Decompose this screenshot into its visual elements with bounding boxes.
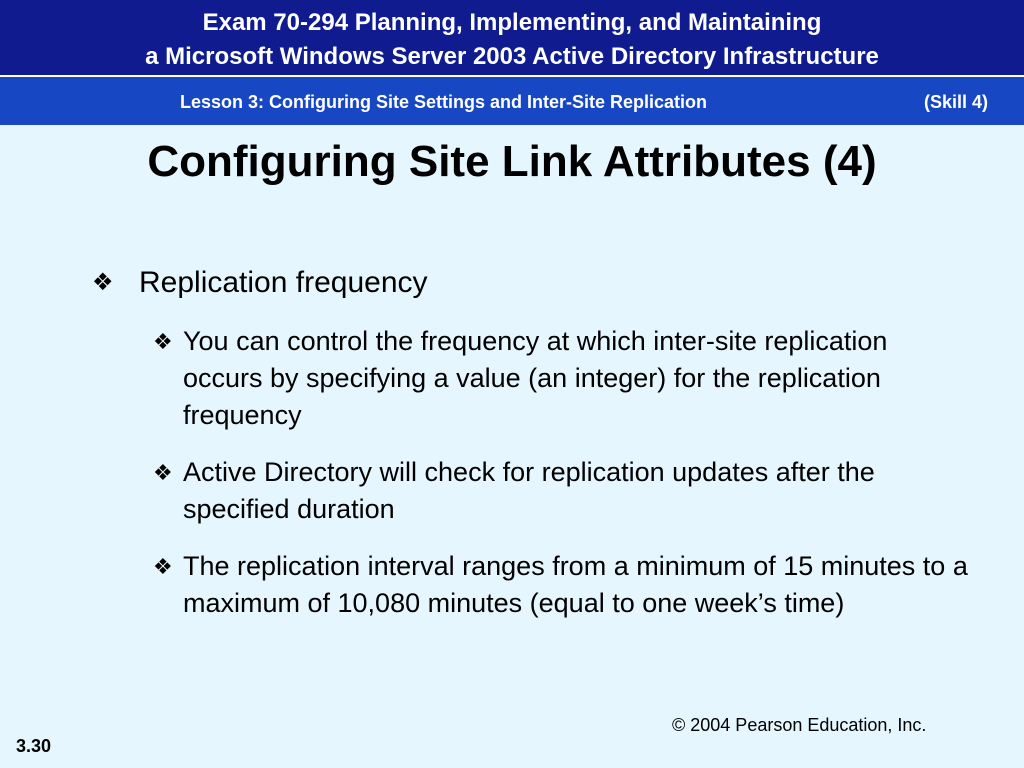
- sub-bullet-text: The replication interval ranges from a minimum of 15 minutes to a maximum of 10,080 minutes (equal to one week’s time): [183, 551, 968, 618]
- sub-bullet-item: [153, 548, 973, 622]
- skill-label: (Skill 4): [924, 92, 989, 112]
- sub-bullet-text: You can control the frequency at which inter-site replication occurs by specifying a value (an integer) for the replication frequency: [183, 326, 888, 430]
- diamond-four-icon: ❖: [153, 329, 173, 354]
- slide-title: Configuring Site Link Attributes (4): [147, 137, 877, 186]
- diamond-four-icon: ❖: [153, 554, 173, 579]
- diamond-four-icon: ❖: [153, 460, 173, 485]
- exam-title-line1: Exam 70-294 Planning, Implementing, and Maintaining: [202, 9, 822, 36]
- diamond-four-icon: ❖: [92, 269, 114, 296]
- lesson-bar: [0, 77, 1024, 125]
- sub-bullet-item: [153, 454, 973, 528]
- bullet-text: Replication frequency: [139, 266, 428, 299]
- lesson-title: Lesson 3: Configuring Site Settings and Inter-Site Replication: [180, 92, 708, 112]
- copyright-notice: © 2004 Pearson Education, Inc.: [672, 715, 927, 735]
- slide-number: 3.30: [16, 736, 52, 756]
- sub-bullet-text: Active Directory will check for replication updates after the specified duration: [183, 457, 875, 524]
- exam-header: [0, 0, 1024, 77]
- exam-title-line2: a Microsoft Windows Server 2003 Active Directory Infrastructure: [145, 43, 879, 70]
- sub-bullet-item: [153, 323, 973, 434]
